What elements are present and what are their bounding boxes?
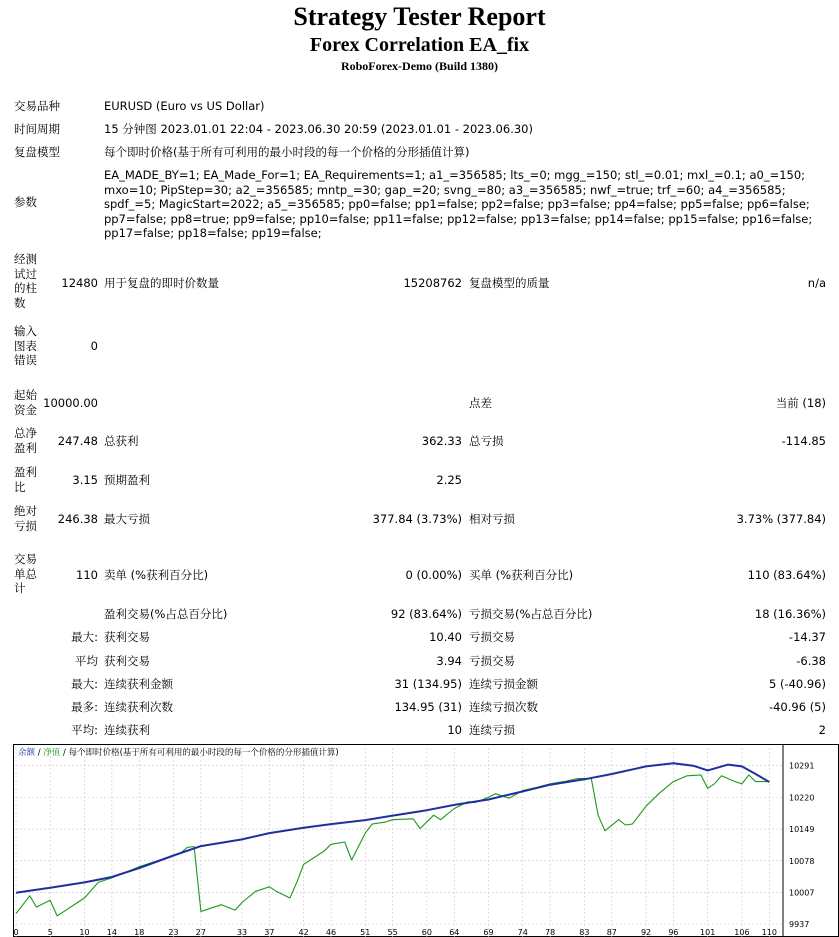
- max-cons-wins-value: 31 (134.95): [394, 677, 462, 691]
- largest-profit-label: 获利交易: [104, 630, 150, 644]
- largest-loss-label: 亏损交易: [469, 630, 515, 644]
- y-tick-label: 10291: [789, 761, 815, 771]
- x-tick-label: 78: [545, 928, 556, 937]
- y-tick-label: 10007: [789, 888, 815, 898]
- model-label: 复盘模型: [14, 145, 60, 159]
- x-tick-label: 33: [236, 928, 248, 937]
- avg-cons-wins-value: 10: [447, 723, 462, 737]
- errors-value: 0: [90, 339, 98, 353]
- ticks-value: 15208762: [403, 276, 462, 290]
- gross-profit-value: 362.33: [421, 434, 462, 448]
- max-cons-wins-label: 连续获利金额: [104, 677, 173, 691]
- most-cons-profit-label: 连续获利次数: [104, 700, 173, 714]
- ea-name: Forex Correlation EA_fix: [309, 34, 530, 56]
- y-tick-label: 10078: [789, 856, 815, 866]
- deposit-value: 10000.00: [43, 396, 98, 410]
- x-tick-label: 27: [195, 928, 206, 937]
- x-tick-label: 101: [700, 928, 716, 937]
- y-tick-label: 10220: [789, 793, 815, 803]
- legend-equity: 净值: [43, 748, 61, 758]
- bars-value: 12480: [61, 276, 98, 290]
- long-positions-value: 110 (83.64%): [747, 568, 826, 582]
- profit-trades-label: 盈利交易(%占总百分比): [104, 607, 228, 621]
- x-tick-label: 60: [421, 928, 432, 937]
- x-tick-label: 5: [47, 928, 53, 937]
- x-tick-label: 87: [606, 928, 617, 937]
- x-tick-label: 23: [168, 928, 179, 937]
- most-cons-profit-value: 134.95 (31): [394, 700, 462, 714]
- average-prefix: 平均: [75, 654, 98, 668]
- model-quality-label: 复盘模型的质量: [469, 276, 550, 290]
- symbol-value: EURUSD (Euro vs US Dollar): [104, 99, 265, 113]
- profit-trades-value: 92 (83.64%): [390, 607, 462, 621]
- avg-profit-value: 3.94: [436, 654, 462, 668]
- params-label: 参数: [14, 195, 37, 209]
- avg-loss-label: 亏损交易: [469, 654, 515, 668]
- x-tick-label: 0: [13, 928, 19, 937]
- most-cons-loss-value: -40.96 (5): [768, 700, 826, 714]
- legend-balance: 余额: [18, 748, 36, 758]
- chart-frame: [14, 745, 839, 937]
- most-prefix: 最多:: [71, 700, 98, 714]
- x-tick-label: 74: [517, 928, 528, 937]
- legend-model: 每个即时价格(基于所有可利用的最小时段的每一个价格的分形插值计算): [68, 748, 339, 758]
- total-trades-label: 交易 单总 计: [14, 552, 37, 595]
- largest-loss-value: -14.37: [788, 630, 826, 644]
- profit-factor-label: 盈利 比: [14, 465, 37, 494]
- maximum-prefix: 最大:: [71, 677, 98, 691]
- legend-separator-2: /: [60, 748, 69, 758]
- spread-value: 当前 (18): [775, 396, 826, 410]
- x-tick-label: 106: [734, 928, 750, 937]
- gross-profit-label: 总获利: [104, 434, 139, 448]
- gross-loss-value: -114.85: [781, 434, 826, 448]
- balance-equity-chart: [13, 744, 839, 937]
- x-tick-label: 37: [264, 928, 275, 937]
- gross-loss-label: 总亏损: [469, 434, 504, 448]
- model-value: 每个即时价格(基于所有可利用的最小时段的每一个价格的分形插值计算): [104, 145, 470, 159]
- expected-payoff-label: 预期盈利: [104, 473, 150, 487]
- server-build: RoboForex-Demo (Build 1380): [340, 59, 499, 73]
- bars-label: 经测 试过 的柱 数: [14, 252, 37, 310]
- expected-payoff-value: 2.25: [436, 473, 462, 487]
- abs-drawdown-value: 246.38: [57, 512, 98, 526]
- net-profit-label: 总净 盈利: [14, 426, 37, 455]
- profit-factor-value: 3.15: [72, 473, 98, 487]
- x-tick-label: 83: [579, 928, 590, 937]
- ticks-label: 用于复盘的即时价数量: [104, 276, 219, 290]
- spread-label: 点差: [469, 396, 492, 410]
- long-positions-label: 买单 (%获利百分比): [469, 568, 574, 582]
- x-tick-label: 69: [483, 928, 494, 937]
- x-tick-label: 92: [640, 928, 652, 937]
- total-trades-value: 110: [76, 568, 98, 582]
- x-tick-label: 14: [106, 928, 117, 937]
- avg-cons-wins-label: 连续获利: [104, 723, 150, 737]
- x-tick-label: 51: [360, 928, 371, 937]
- x-tick-label: 42: [298, 928, 309, 937]
- x-tick-label: 64: [449, 928, 460, 937]
- max-drawdown-label: 最大亏损: [104, 512, 150, 526]
- chart-legend: [18, 747, 339, 758]
- rel-drawdown-value: 3.73% (377.84): [736, 512, 826, 526]
- deposit-label: 起始 资金: [14, 388, 37, 417]
- x-tick-label: 110: [761, 928, 777, 937]
- legend-separator-1: /: [35, 748, 44, 758]
- symbol-label: 交易品种: [14, 99, 60, 113]
- max-drawdown-value: 377.84 (3.73%): [372, 512, 462, 526]
- avg-cons-losses-value: 2: [818, 723, 826, 737]
- loss-trades-label: 亏损交易(%占总百分比): [469, 607, 593, 621]
- period-label: 时间周期: [14, 122, 60, 136]
- x-tick-label: 55: [387, 928, 398, 937]
- x-tick-label: 96: [668, 928, 679, 937]
- y-tick-label: 9937: [789, 920, 810, 929]
- report-title: Strategy Tester Report: [293, 2, 546, 31]
- period-value: 15 分钟图 2023.01.01 22:04 - 2023.06.30 20:59 (2023.01.01 - 2023.06.30): [104, 122, 533, 136]
- x-tick-label: 18: [134, 928, 145, 937]
- average2-prefix: 平均:: [71, 723, 98, 737]
- abs-drawdown-label: 绝对 亏损: [14, 504, 37, 533]
- model-quality-value: n/a: [807, 276, 826, 290]
- params-value: EA_MADE_BY=1; EA_Made_For=1; EA_Requirements=1; a1_=356585; lts_=0; mgg_=150; stl_=0.01; mxl_=0.1; a0_=150; mxo=10; PipStep=30; a2_=356585; mntp_=30; gap_=20; svng_=80; a3_=356585; nwf_=true; trf_=60; a4_=356585; spdf_=5; MagicStart=2022; a5_=356585; pp0=false; pp1=false; pp2=false; pp3=false; pp4=false; pp5=false; pp6=false; pp7=false; pp8=true; pp9=false; pp10=false; pp11=false; pp12=false; pp13=false; pp14=false; pp15=false; pp16=false; pp17=false; pp18=false; pp19=false;: [104, 168, 813, 240]
- avg-profit-label: 获利交易: [104, 654, 150, 668]
- rel-drawdown-label: 相对亏损: [469, 512, 515, 526]
- most-cons-loss-label: 连续亏损次数: [469, 700, 538, 714]
- x-tick-label: 46: [325, 928, 337, 937]
- largest-profit-value: 10.40: [429, 630, 462, 644]
- max-cons-losses-label: 连续亏损金额: [469, 677, 538, 691]
- short-positions-value: 0 (0.00%): [405, 568, 462, 582]
- short-positions-label: 卖单 (%获利百分比): [104, 568, 209, 582]
- avg-loss-value: -6.38: [796, 654, 826, 668]
- x-tick-label: 10: [79, 928, 90, 937]
- avg-cons-losses-label: 连续亏损: [469, 723, 515, 737]
- max-cons-losses-value: 5 (-40.96): [768, 677, 826, 691]
- loss-trades-value: 18 (16.36%): [754, 607, 826, 621]
- net-profit-value: 247.48: [57, 434, 98, 448]
- y-tick-label: 10149: [789, 825, 815, 835]
- errors-label: 输入 图表 错误: [14, 324, 37, 367]
- largest-prefix: 最大:: [71, 630, 98, 644]
